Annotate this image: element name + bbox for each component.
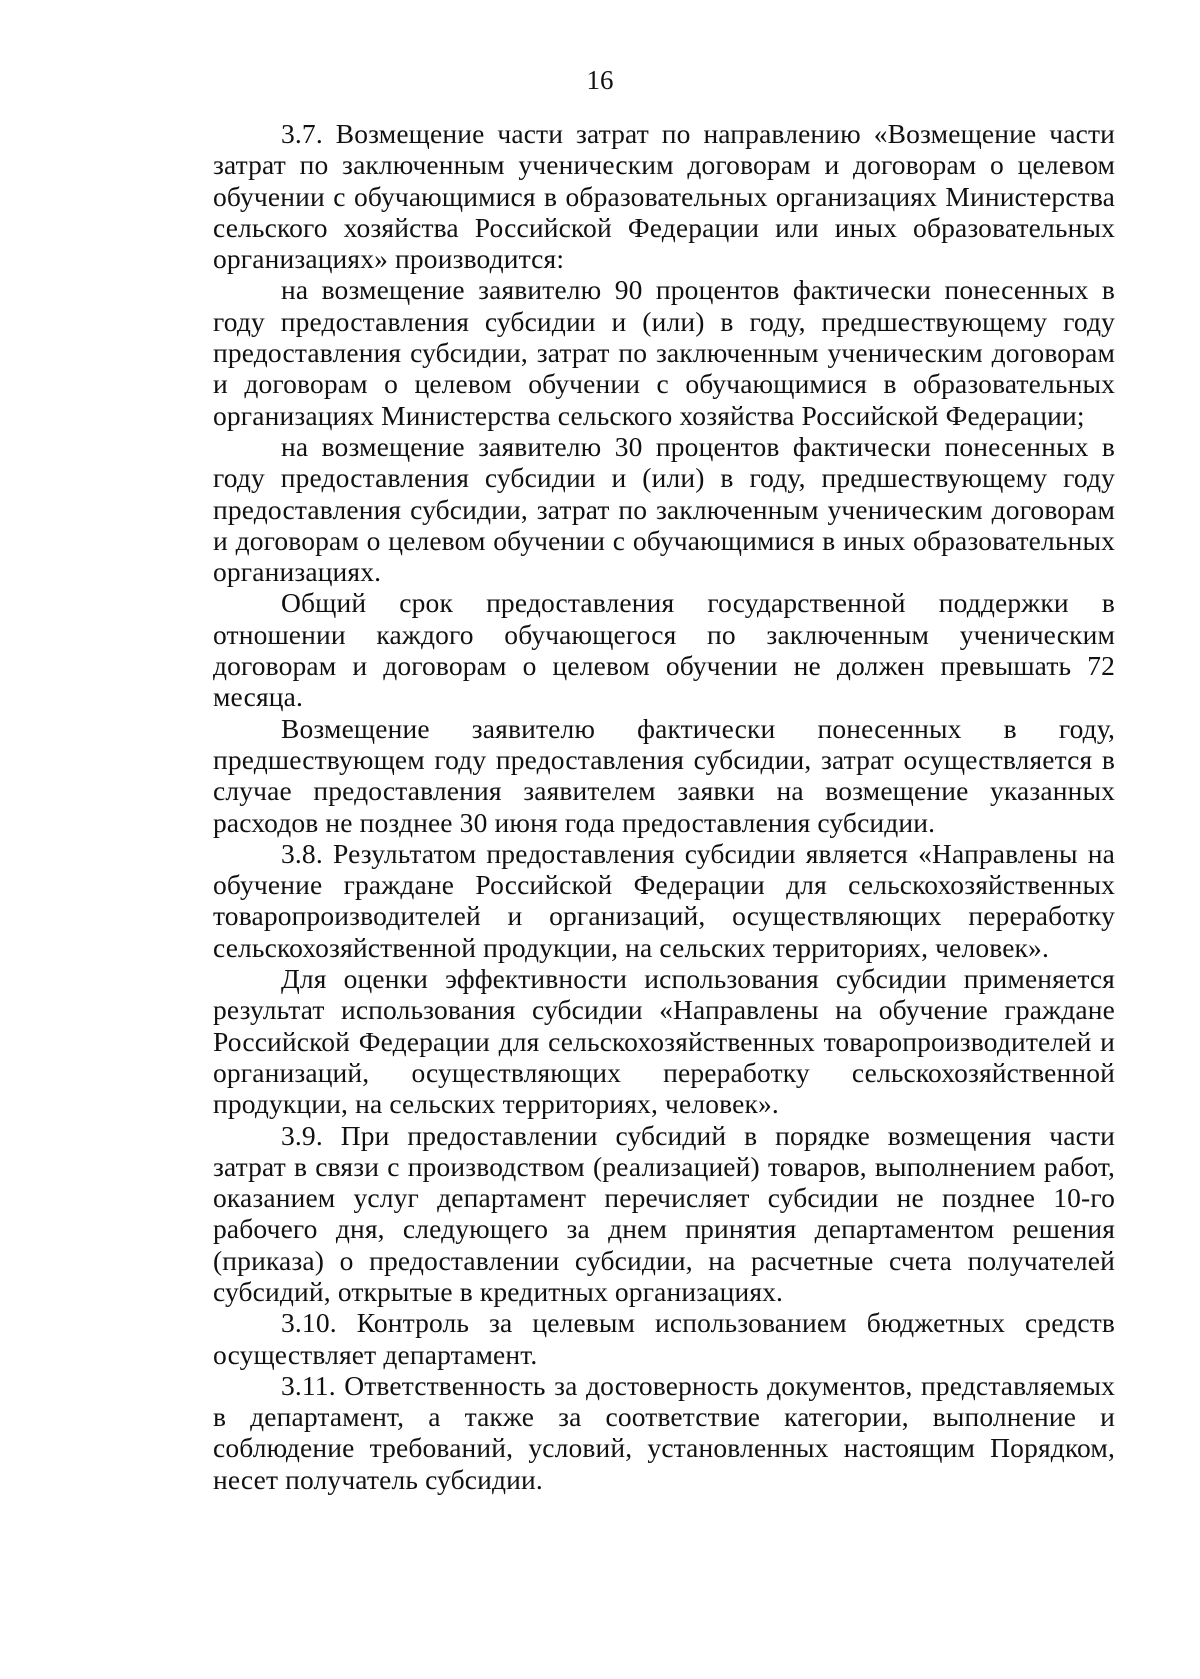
document-body xyxy=(213,118,1115,1495)
paragraph-3-9: 3.9. При предоставлении субсидий в порядке возмещения части затрат в связи с производством (реализацией) товаров, выполнением работ, оказанием услуг департамент перечисляет субсидии не позднее 10-го рабочего дня, следующего за днем принятия департаментом решения (приказа) о предоставлении субсидии, на расчетные счета получателей субсидий, открытые в кредитных организациях. xyxy=(213,1119,1115,1307)
paragraph-reimbursement-30-percent: на возмещение заявителю 30 процентов фактически понесенных в году предоставления субсидии и (или) в году, предшествующему году предоставления субсидии, затрат по заключенным ученическим договорам и договорам о целевом обучении с обучающимися в иных образовательных организациях. xyxy=(213,430,1115,588)
paragraph-3-7: 3.7. Возмещение части затрат по направлению «Возмещение части затрат по заключенным ученическим договорам и договорам о целевом обучении с обучающимися в образовательных организациях Министерства сельского хозяйства Российской Федерации или иных образовательных организациях» производится: xyxy=(213,118,1115,275)
paragraph-support-term: Общий срок предоставления государственной поддержки в отношении каждого обучающегося по заключенным ученическим договорам и договорам о целевом обучении не должен превышать 72 месяца. xyxy=(213,587,1115,713)
paragraph-3-8: 3.8. Результатом предоставления субсидии является «Направлены на обучение граждане Российской Федерации для сельскохозяйственных товаропроизводителей и организаций, осуществляющих переработку сельскохозяйственной продукции, на сельских территориях, человек». xyxy=(213,837,1115,963)
page-number: 16 xyxy=(586,65,614,95)
paragraph-previous-year-reimbursement: Возмещение заявителю фактически понесенных в году, предшествующем году предоставления субсидии, затрат осуществляется в случае предоставления заявителем заявки на возмещение указанных расходов не позднее 30 июня года предоставления субсидии. xyxy=(213,712,1115,838)
paragraph-reimbursement-90-percent: на возмещение заявителю 90 процентов фактически понесенных в году предоставления субсидии и (или) в году, предшествующему году предоставления субсидии, затрат по заключенным ученическим договорам и договорам о целевом обучении с обучающимися в образовательных организациях Министерства сельского хозяйства Российской Федерации; xyxy=(213,274,1115,431)
paragraph-3-10: 3.10. Контроль за целевым использованием бюджетных средств осуществляет департамент. xyxy=(213,1307,1115,1370)
paragraph-efficiency-assessment: Для оценки эффективности использования субсидии применяется результат использования субсидии «Направлены на обучение граждане Российской Федерации для сельскохозяйственных товаропроизводителей и организаций, осуществляющих переработку сельскохозяйственной продукции, на сельских территориях, человек». xyxy=(213,963,1115,1120)
paragraph-3-11: 3.11. Ответственность за достоверность документов, представляемых в департамент, а также за соответствие категории, выполнение и соблюдение требований, условий, установленных настоящим Порядком, несет получатель субсидии. xyxy=(213,1369,1115,1495)
